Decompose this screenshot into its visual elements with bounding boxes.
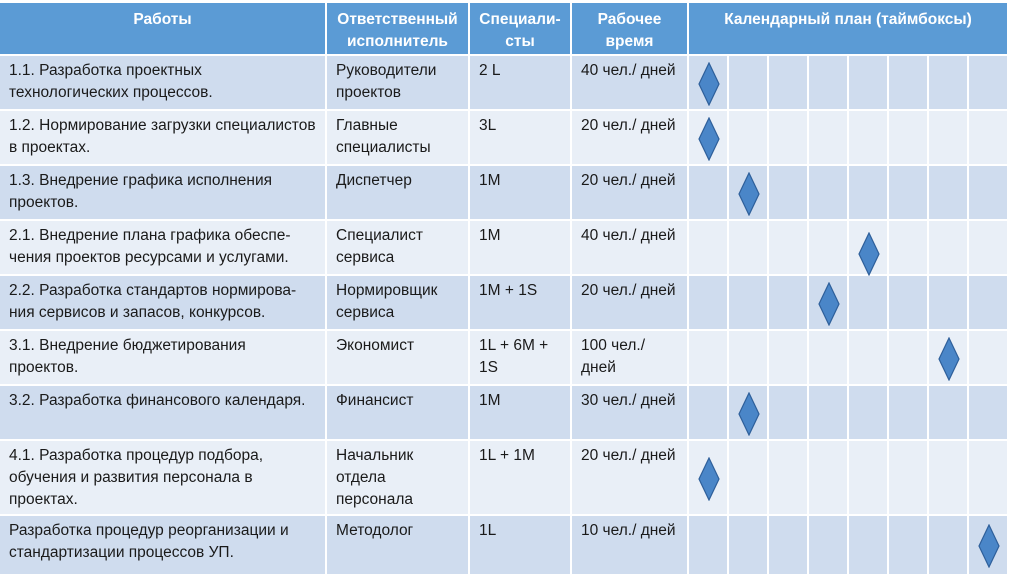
- work-text: 2.1. Внедрение плана графика обеспе-чения проектов ресурсами и услугами.: [9, 227, 291, 266]
- specialists-text: 1M + 1S: [479, 282, 538, 299]
- responsible-text: Начальник отдела персонала: [336, 447, 414, 508]
- cell-specialists: [470, 441, 572, 516]
- calendar-cell: [889, 221, 929, 276]
- cell-worktime: [572, 221, 689, 276]
- calendar-cell: [929, 111, 969, 166]
- cell-work: [0, 441, 327, 516]
- cell-specialists: [470, 111, 572, 166]
- calendar-cell: [969, 111, 1009, 166]
- calendar-cell: [729, 441, 769, 516]
- calendar-cell: [689, 386, 729, 441]
- specialists-text: 1M: [479, 392, 501, 409]
- calendar-cell: [849, 441, 889, 516]
- specialists-text: 1L + 6M + 1S: [479, 337, 549, 376]
- calendar-cell: [809, 516, 849, 576]
- calendar-cell: [889, 166, 929, 221]
- cell-responsible: [327, 111, 470, 166]
- specialists-text: 3L: [479, 117, 497, 134]
- header-works: [0, 3, 327, 56]
- cell-work: [0, 516, 327, 576]
- diamond-marker-icon: [698, 457, 720, 501]
- calendar-cell: [889, 111, 929, 166]
- header-specialists-label: Специали-сты: [479, 11, 561, 50]
- calendar-cell: [969, 386, 1009, 441]
- cell-work: [0, 331, 327, 386]
- calendar-cell: [889, 441, 929, 516]
- work-text: 1.1. Разработка проектных технологических процессов.: [9, 62, 213, 101]
- calendar-cell: [889, 56, 929, 111]
- cell-worktime: [572, 166, 689, 221]
- calendar-cell: [769, 166, 809, 221]
- worktime-text: 20 чел./ дней: [581, 117, 676, 134]
- diamond-marker-icon: [738, 392, 760, 436]
- calendar-cell: [929, 56, 969, 111]
- specialists-text: 1L: [479, 522, 497, 539]
- calendar-cell: [769, 111, 809, 166]
- calendar-cell: [889, 331, 929, 386]
- calendar-cell: [849, 386, 889, 441]
- cell-worktime: [572, 276, 689, 331]
- calendar-cell: [769, 386, 809, 441]
- calendar-cell: [849, 516, 889, 576]
- calendar-cell: [729, 276, 769, 331]
- cell-worktime: [572, 111, 689, 166]
- calendar-cell: [969, 331, 1009, 386]
- header-responsible: [327, 3, 470, 56]
- cell-work: [0, 221, 327, 276]
- calendar-cell: [689, 331, 729, 386]
- calendar-cell: [849, 331, 889, 386]
- cell-worktime: [572, 516, 689, 576]
- cell-specialists: [470, 386, 572, 441]
- responsible-text: Диспетчер: [336, 172, 412, 189]
- cell-responsible: [327, 441, 470, 516]
- responsible-text: Методолог: [336, 522, 414, 539]
- calendar-cell: [729, 331, 769, 386]
- header-calendar-label: Календарный план (таймбоксы): [724, 11, 972, 28]
- cell-responsible: [327, 221, 470, 276]
- calendar-cell: [769, 56, 809, 111]
- work-text: 3.2. Разработка финансового календаря.: [9, 392, 306, 409]
- calendar-cell: [689, 166, 729, 221]
- cell-work: [0, 276, 327, 331]
- specialists-text: 1L + 1M: [479, 447, 535, 464]
- responsible-text: Финансист: [336, 392, 414, 409]
- calendar-cell: [729, 221, 769, 276]
- cell-specialists: [470, 166, 572, 221]
- worktime-text: 40 чел./ дней: [581, 62, 676, 79]
- calendar-cell: [929, 276, 969, 331]
- header-works-label: Работы: [133, 11, 192, 28]
- header-responsible-label: Ответственный исполнитель: [337, 11, 458, 50]
- calendar-cell: [929, 441, 969, 516]
- responsible-text: Нормировщик сервиса: [336, 282, 438, 321]
- calendar-cell: [969, 221, 1009, 276]
- header-calendar: [689, 3, 1009, 56]
- work-text: 3.1. Внедрение бюджетирования проектов.: [9, 337, 246, 376]
- calendar-cell: [809, 221, 849, 276]
- worktime-text: 20 чел./ дней: [581, 447, 676, 464]
- cell-responsible: [327, 516, 470, 576]
- calendar-cell: [769, 441, 809, 516]
- calendar-cell: [889, 276, 929, 331]
- worktime-text: 30 чел./ дней: [581, 392, 676, 409]
- responsible-text: Специалист сервиса: [336, 227, 423, 266]
- cell-specialists: [470, 276, 572, 331]
- cell-specialists: [470, 56, 572, 111]
- calendar-cell: [689, 276, 729, 331]
- calendar-cell: [689, 516, 729, 576]
- specialists-text: 1M: [479, 227, 501, 244]
- responsible-text: Руководители проектов: [336, 62, 437, 101]
- worktime-text: 40 чел./ дней: [581, 227, 676, 244]
- cell-specialists: [470, 516, 572, 576]
- calendar-cell: [969, 441, 1009, 516]
- calendar-cell: [769, 516, 809, 576]
- worktime-text: 20 чел./ дней: [581, 172, 676, 189]
- calendar-cell: [849, 166, 889, 221]
- work-text: 1.3. Внедрение графика исполнения проектов.: [9, 172, 273, 211]
- diamond-marker-icon: [818, 282, 840, 326]
- specialists-text: 1M: [479, 172, 501, 189]
- calendar-cell: [729, 56, 769, 111]
- cell-work: [0, 386, 327, 441]
- cell-responsible: [327, 166, 470, 221]
- cell-worktime: [572, 386, 689, 441]
- calendar-cell: [809, 331, 849, 386]
- calendar-cell: [889, 516, 929, 576]
- calendar-cell: [809, 386, 849, 441]
- calendar-cell: [929, 166, 969, 221]
- cell-work: [0, 166, 327, 221]
- header-worktime-label: Рабочее время: [597, 11, 662, 50]
- calendar-cell: [849, 276, 889, 331]
- cell-work: [0, 56, 327, 111]
- specialists-text: 2 L: [479, 62, 501, 79]
- work-text: 2.2. Разработка стандартов нормирова-ния сервисов и запасов, конкурсов.: [9, 282, 297, 321]
- calendar-cell: [809, 111, 849, 166]
- worktime-text: 20 чел./ дней: [581, 282, 676, 299]
- diamond-marker-icon: [938, 337, 960, 381]
- calendar-cell: [969, 166, 1009, 221]
- calendar-cell: [689, 221, 729, 276]
- cell-responsible: [327, 276, 470, 331]
- cell-responsible: [327, 331, 470, 386]
- header-worktime: [572, 3, 689, 56]
- work-text: 4.1. Разработка процедур подбора, обучения и развития персонала в проектах.: [9, 447, 264, 508]
- header-specialists: [470, 3, 572, 56]
- diamond-marker-icon: [738, 172, 760, 216]
- calendar-cell: [809, 166, 849, 221]
- cell-specialists: [470, 331, 572, 386]
- cell-responsible: [327, 386, 470, 441]
- calendar-cell: [729, 516, 769, 576]
- worktime-text: 100 чел./ дней: [581, 337, 646, 376]
- calendar-cell: [809, 56, 849, 111]
- calendar-cell: [889, 386, 929, 441]
- cell-worktime: [572, 56, 689, 111]
- work-text: 1.2. Нормирование загрузки специалистов в проектах.: [9, 117, 316, 156]
- calendar-cell: [849, 56, 889, 111]
- calendar-cell: [729, 111, 769, 166]
- cell-specialists: [470, 221, 572, 276]
- cell-worktime: [572, 331, 689, 386]
- calendar-cell: [809, 441, 849, 516]
- diamond-marker-icon: [698, 117, 720, 161]
- worktime-text: 10 чел./ дней: [581, 522, 676, 539]
- diamond-marker-icon: [978, 524, 1000, 568]
- cell-responsible: [327, 56, 470, 111]
- diamond-marker-icon: [858, 232, 880, 276]
- responsible-text: Главные специалисты: [336, 117, 431, 156]
- work-text: Разработка процедур реорганизации и стандартизации процессов УП.: [9, 522, 289, 561]
- cell-work: [0, 111, 327, 166]
- responsible-text: Экономист: [336, 337, 415, 354]
- calendar-cell: [929, 386, 969, 441]
- calendar-cell: [769, 276, 809, 331]
- calendar-cell: [769, 331, 809, 386]
- cell-worktime: [572, 441, 689, 516]
- calendar-cell: [929, 221, 969, 276]
- calendar-cell: [769, 221, 809, 276]
- diamond-marker-icon: [698, 62, 720, 106]
- calendar-cell: [929, 516, 969, 576]
- calendar-cell: [969, 56, 1009, 111]
- calendar-cell: [969, 276, 1009, 331]
- calendar-cell: [849, 111, 889, 166]
